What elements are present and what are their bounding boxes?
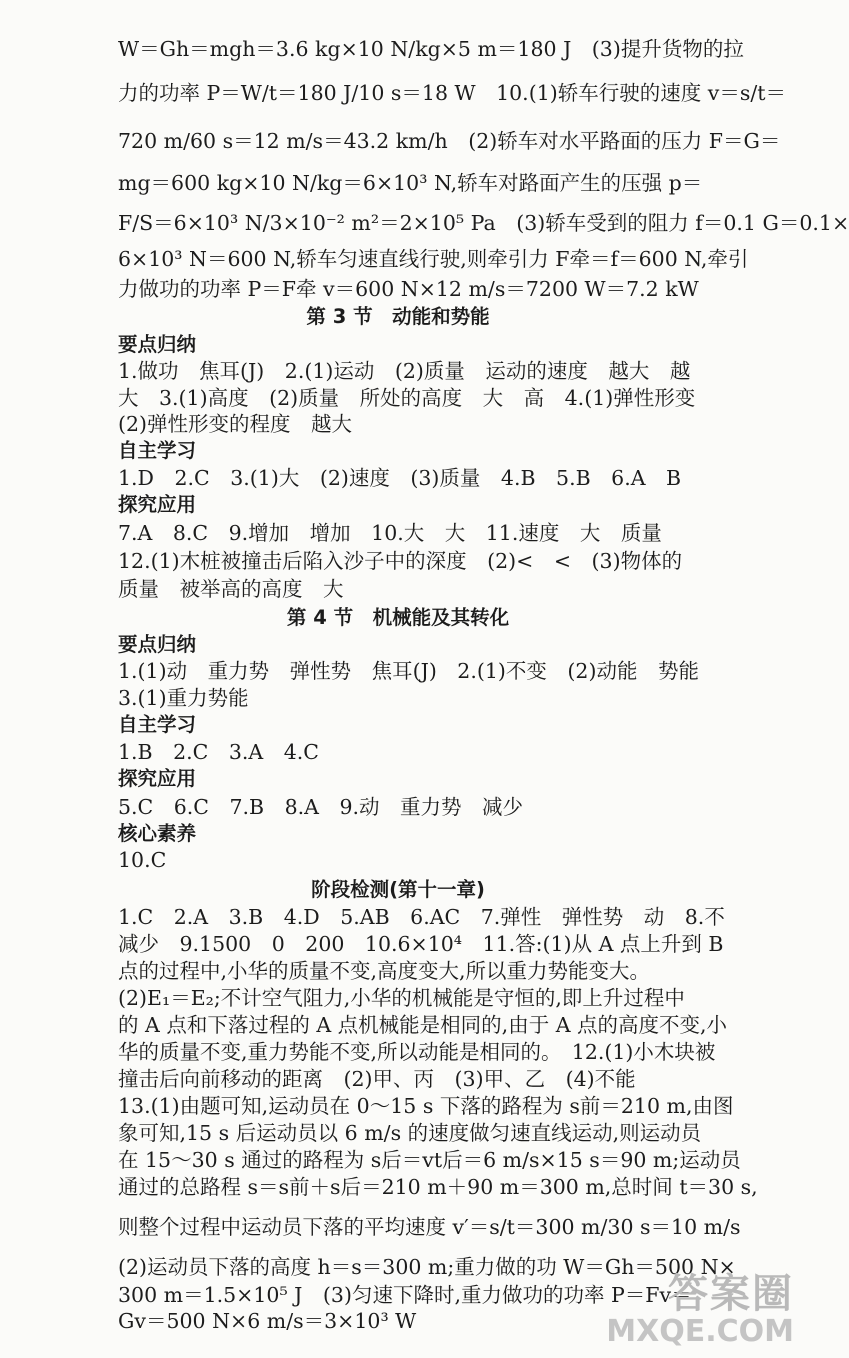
text-line: 1.D 2.C 3.(1)大 (2)速度 (3)质量 4.B 5.B 6.A B [118, 466, 682, 490]
text-line: 质量 被举高的高度 大 [118, 577, 344, 601]
site-watermark [544, 1272, 794, 1352]
text-line: 6×10³ N＝600 N,轿车匀速直线行驶,则牵引力 F牵＝f＝600 N,牵引 [118, 247, 749, 271]
text-line: 7.A 8.C 9.增加 增加 10.大 大 11.速度 大 质量 [118, 521, 662, 545]
text-line: 5.C 6.C 7.B 8.A 9.动 重力势 减少 [118, 795, 524, 819]
text-line: F/S＝6×10³ N/3×10⁻² m²＝2×10⁵ Pa (3)轿车受到的阻力 f＝0.1 G＝0.1× [118, 211, 849, 235]
text-line: 力做功的功率 P＝F牵 v＝600 N×12 m/s＝7200 W＝7.2 kW [118, 277, 699, 301]
text-line: Gv＝500 N×6 m/s＝3×10³ W [118, 1309, 417, 1333]
text-line: 减少 9.1500 0 200 10.6×10⁴ 11.答:(1)从 A 点上升到 B [118, 932, 724, 956]
text-line: 1.C 2.A 3.B 4.D 5.AB 6.AC 7.弹性 弹性势 动 8.不 [118, 905, 725, 929]
watermark-url: MXQE.COM [606, 1314, 794, 1349]
subsection-heading: 探究应用 [118, 767, 197, 790]
text-line: 720 m/60 s＝12 m/s＝43.2 km/h (2)轿车对水平路面的压力 F＝G＝ [118, 129, 781, 153]
text-line: 13.(1)由题可知,运动员在 0～15 s 下落的路程为 s前＝210 m,由图 [118, 1094, 734, 1118]
text-line: (2)弹性形变的程度 越大 [118, 412, 353, 436]
subsection-heading: 自主学习 [118, 713, 197, 736]
subsection-heading: 核心素养 [118, 822, 197, 845]
text-line: 1.B 2.C 3.A 4.C [118, 740, 319, 764]
text-line: (2)E₁＝E₂;不计空气阻力,小华的机械能是守恒的,即上升过程中 [118, 986, 685, 1010]
text-line: 撞击后向前移动的距离 (2)甲、丙 (3)甲、乙 (4)不能 [118, 1067, 636, 1091]
section-title: 第 3 节 动能和势能 [306, 305, 490, 328]
text-line: 则整个过程中运动员下落的平均速度 v′＝s/t＝300 m/30 s＝10 m/s [118, 1215, 741, 1239]
text-line: 通过的总路程 s＝s前＋s后＝210 m＋90 m＝300 m,总时间 t＝30 s, [118, 1175, 758, 1199]
text-line: 300 m＝1.5×10⁵ J (3)匀速下降时,重力做功的功率 P＝Fv＝ [118, 1283, 692, 1307]
text-line: 在 15～30 s 通过的路程为 s后＝vt后＝6 m/s×15 s＝90 m;运动员 [118, 1148, 741, 1172]
text-line: mg＝600 kg×10 N/kg＝6×10³ N,轿车对路面产生的压强 p＝ [118, 171, 703, 195]
text-line: 点的过程中,小华的质量不变,高度变大,所以重力势能变大。 [118, 959, 651, 983]
watermark-logo-text: 答案圈 [668, 1271, 794, 1317]
subsection-heading: 探究应用 [118, 493, 197, 516]
text-line: 的 A 点和下落过程的 A 点机械能是相同的,由于 A 点的高度不变,小 [118, 1013, 728, 1037]
text-line: 3.(1)重力势能 [118, 686, 249, 710]
text-line: 1.做功 焦耳(J) 2.(1)运动 (2)质量 运动的速度 越大 越 [118, 359, 691, 383]
text-line: 1.(1)动 重力势 弹性势 焦耳(J) 2.(1)不变 (2)动能 势能 [118, 659, 699, 683]
text-line: (2)运动员下落的高度 h＝s＝300 m;重力做的功 W＝Gh＝500 N× [118, 1255, 736, 1279]
text-line: 10.C [118, 848, 167, 872]
subsection-heading: 要点归纳 [118, 333, 197, 356]
text-line: 大 3.(1)高度 (2)质量 所处的高度 大 高 4.(1)弹性形变 [118, 386, 696, 410]
text-line: 华的质量不变,重力势能不变,所以动能是相同的。 12.(1)小木块被 [118, 1040, 716, 1064]
text-line: 12.(1)木桩被撞击后陷入沙子中的深度 (2)< < (3)物体的 [118, 549, 683, 573]
subsection-heading: 要点归纳 [118, 633, 197, 656]
text-line: W＝Gh＝mgh＝3.6 kg×10 N/kg×5 m＝180 J (3)提升货物的拉 [118, 37, 744, 61]
section-title: 第 4 节 机械能及其转化 [286, 606, 510, 629]
section-title: 阶段检测(第十一章) [311, 878, 485, 901]
subsection-heading: 自主学习 [118, 439, 197, 462]
text-line: 力的功率 P＝W/t＝180 J/10 s＝18 W 10.(1)轿车行驶的速度 v＝s/t＝ [118, 81, 786, 105]
text-line: 象可知,15 s 后运动员以 6 m/s 的速度做匀速直线运动,则运动员 [118, 1121, 702, 1145]
